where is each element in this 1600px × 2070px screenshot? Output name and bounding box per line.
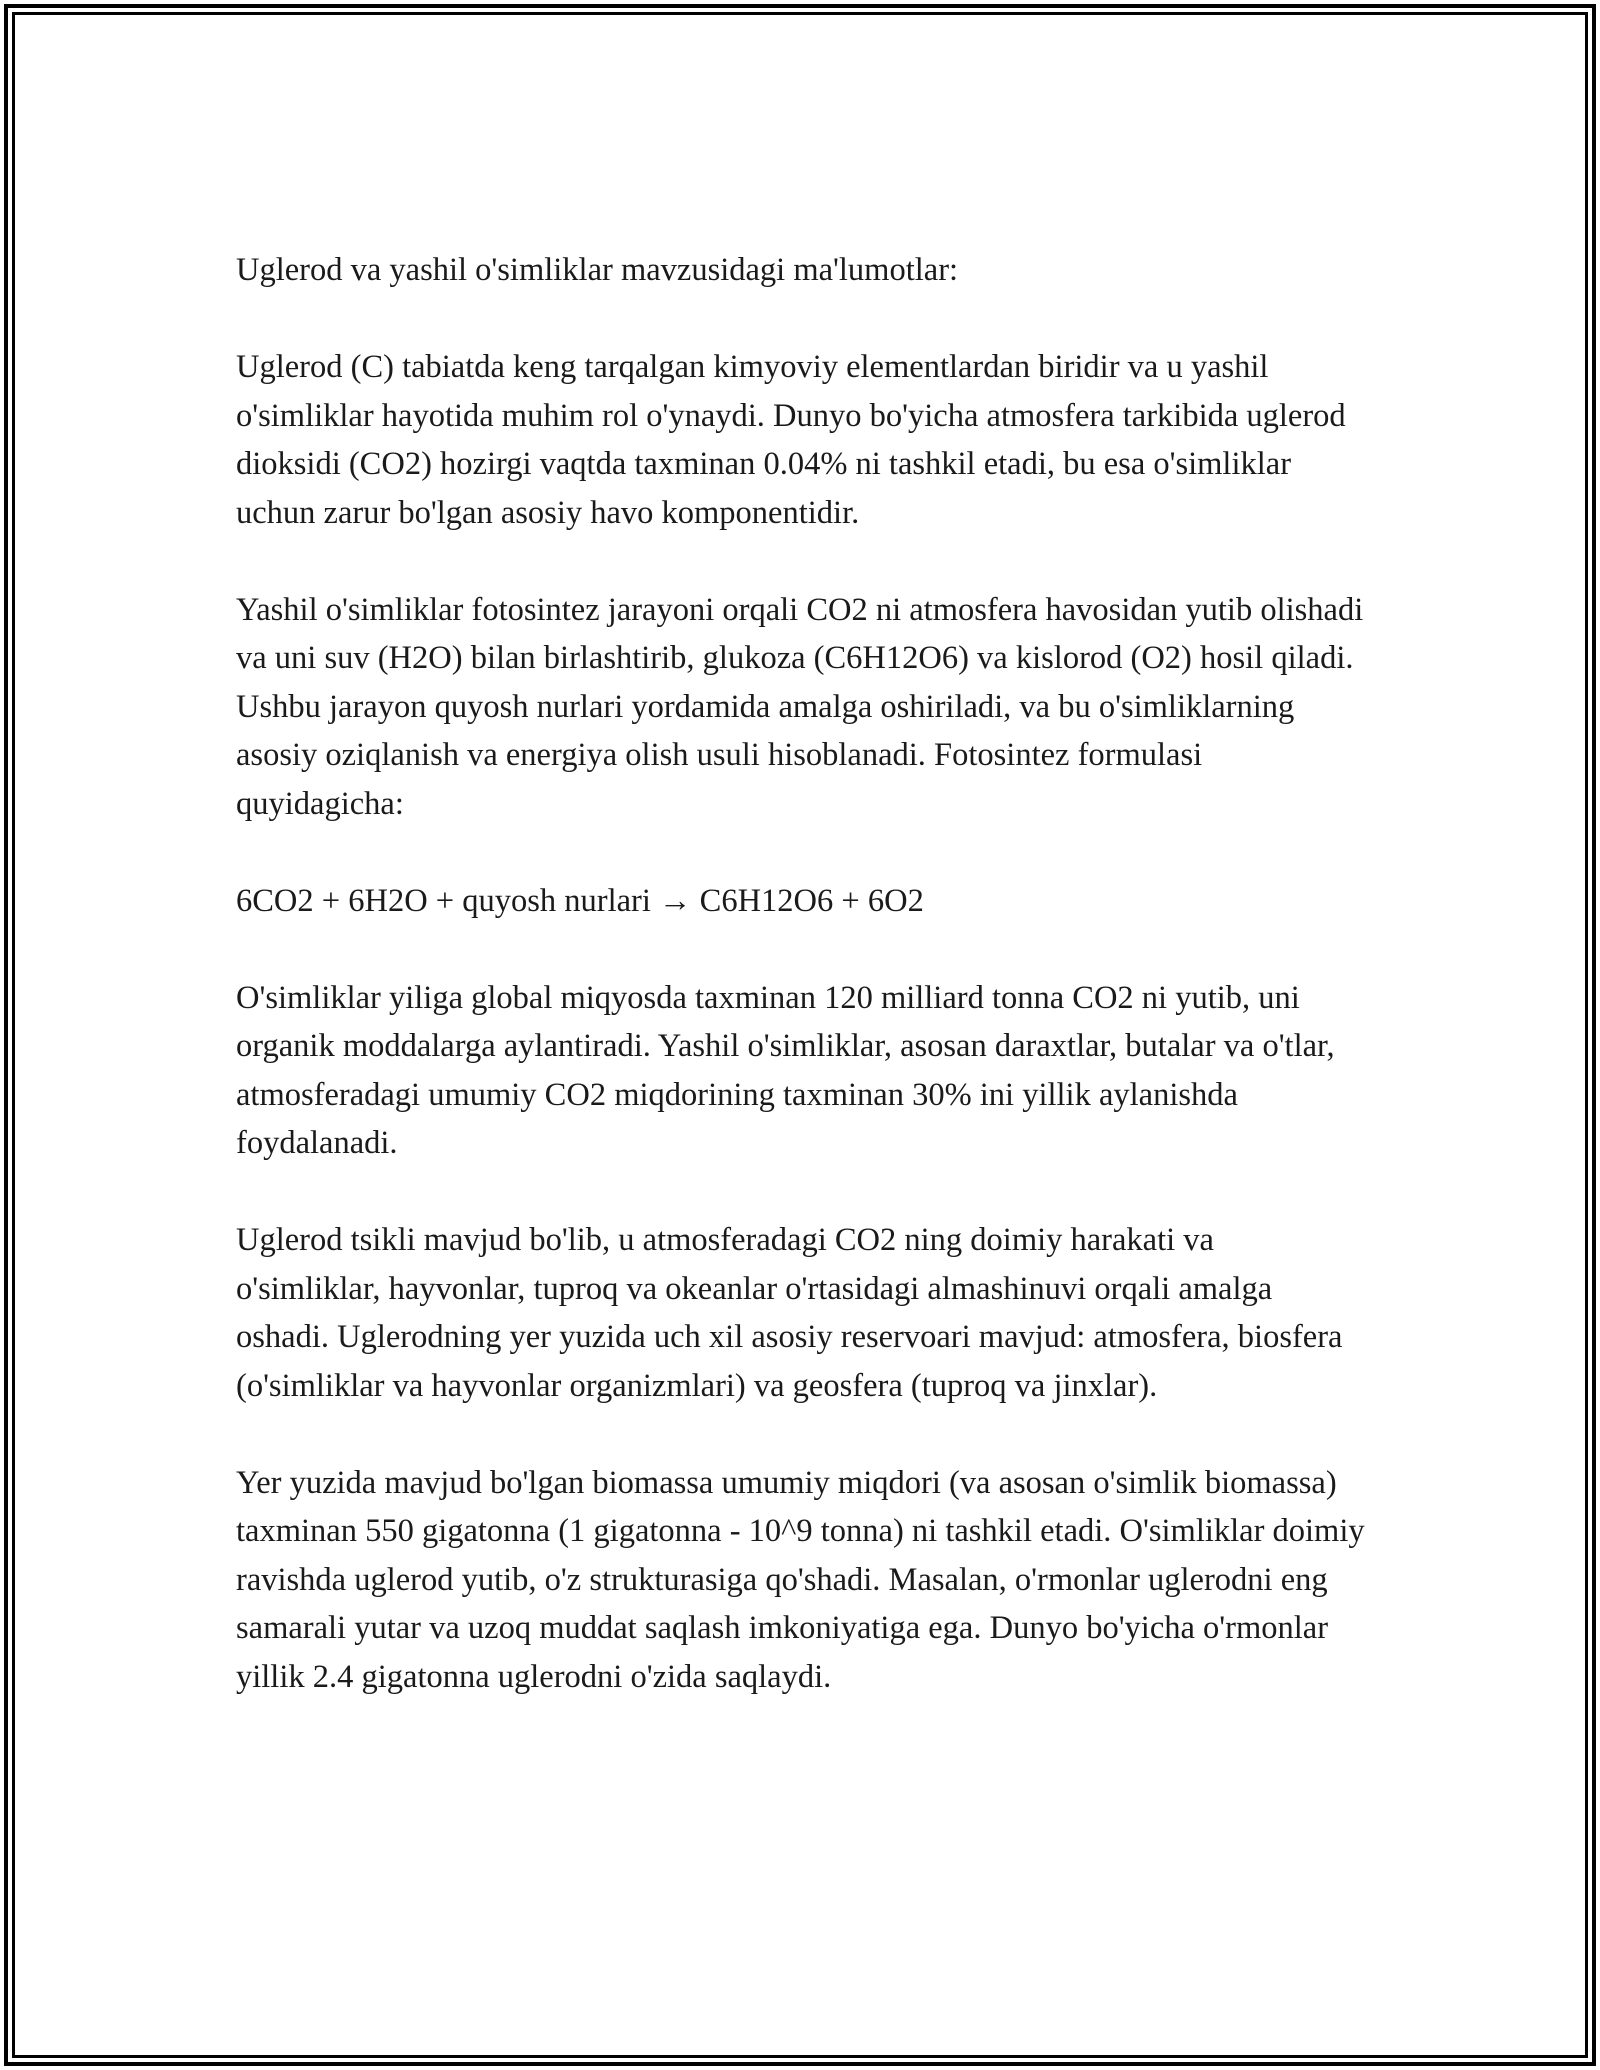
- paragraph-biomass: Yer yuzida mavjud bo'lgan biomassa umumiy miqdori (va asosan o'simlik biomassa) taxminan 550 gigatonna (1 gigatonna - 10^9 tonna) ni tashkil etadi. O'simliklar doimiy ravishda uglerod yutib, o'z strukturasiga qo'shadi. Masalan, o'rmonlar uglerodni eng samarali yutar va uzoq muddat saqlash imkoniyatiga ega. Dunyo bo'yicha o'rmonlar yillik 2.4 gigatonna uglerodni o'zida saqlaydi.: [236, 1464, 1365, 1695]
- photosynthesis-formula: 6CO2 + 6H2O + quyosh nurlari → C6H12O6 + 6O2: [236, 882, 924, 919]
- paragraph-global-absorption: O'simliklar yiliga global miqyosda taxminan 120 milliard tonna CO2 ni yutib, uni organik moddalarga aylantiradi. Yashil o'simliklar, asosan daraxtlar, butalar va o'tlar, atmosferadagi umumiy CO2 miqdorining taxminan 30% ini yillik aylanishda foydalanadi.: [236, 979, 1335, 1161]
- document-heading: Uglerod va yashil o'simliklar mavzusidagi ma'lumotlar:: [236, 252, 959, 288]
- document-body: [236, 246, 1366, 1701]
- paragraph-photosynthesis: Yashil o'simliklar fotosintez jarayoni orqali CO2 ni atmosfera havosidan yutib olishadi va uni suv (H2O) bilan birlashtirib, glukoza (C6H12O6) va kislorod (O2) hosil qiladi. Ushbu jarayon quyosh nurlari yordamida amalga oshiriladi, va bu o'simliklarning asosiy oziqlanish va energiya olish usuli hisoblanadi. Fotosintez formulasi quyidagicha:: [236, 591, 1364, 822]
- paragraph-carbon-cycle: Uglerod tsikli mavjud bo'lib, u atmosferadagi CO2 ning doimiy harakati va o'simliklar, hayvonlar, tuproq va okeanlar o'rtasidagi almashinuvi orqali amalga oshadi. Uglerodning yer yuzida uch xil asosiy reservoari mavjud: atmosfera, biosfera (o'simliklar va hayvonlar organizmlari) va geosfera (tuproq va jinxlar).: [236, 1222, 1343, 1404]
- paragraph-carbon-intro: Uglerod (C) tabiatda keng tarqalgan kimyoviy elementlardan biridir va u yashil o'simliklar hayotida muhim rol o'ynaydi. Dunyo bo'yicha atmosfera tarkibida uglerod dioksidi (CO2) hozirgi vaqtda taxminan 0.04% ni tashkil etadi, bu esa o'simliklar uchun zarur bo'lgan asosiy havo komponentidir.: [236, 349, 1346, 531]
